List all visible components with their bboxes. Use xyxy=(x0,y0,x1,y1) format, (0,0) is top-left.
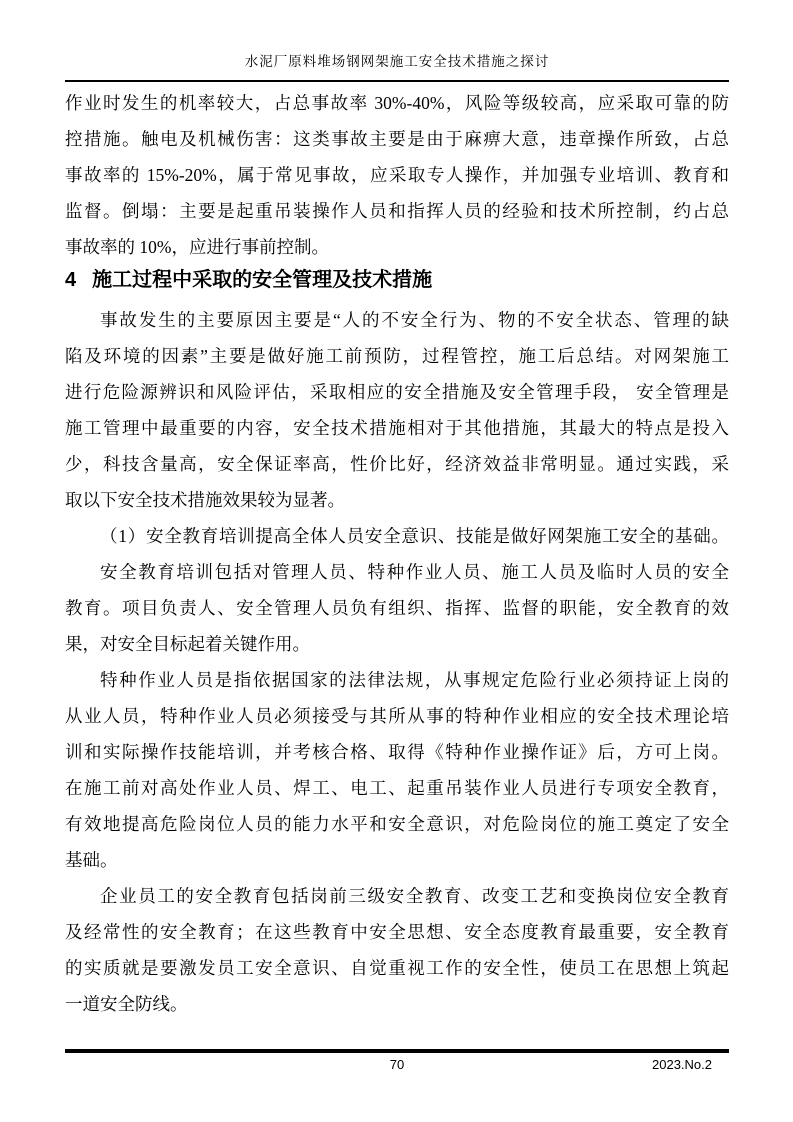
page-number: 70 xyxy=(389,1057,405,1072)
text-line: 基础。 xyxy=(65,850,118,870)
text-line: 特种作业人员是指依据国家的法律法规，从事规定危险行业必须持证上岗的 xyxy=(100,670,729,690)
text-line: 进行危险源辨识和风险评估，采取相应的安全措施及安全管理手段， 安全管理是 xyxy=(65,382,729,402)
paragraph xyxy=(65,302,729,518)
text-line: 的实质就是要激发员工安全意识、自觉重视工作的安全性，使员工在思想上筑起 xyxy=(65,958,729,978)
paragraph xyxy=(65,85,729,265)
text-line: 及经常性的安全教育；在这些教育中安全思想、安全态度教育最重要，安全教育 xyxy=(65,922,729,942)
text-line: 事故率的 10%，应进行事前控制。 xyxy=(65,237,329,257)
text-line: 从业人员，特种作业人员必须接受与其所从事的特种作业相应的安全技术理论培 xyxy=(65,706,729,726)
text-line: 作业时发生的机率较大，占总事故率 30%-40%，风险等级较高，应采取可靠的防 xyxy=(65,93,729,113)
issue-label: 2023.No.2 xyxy=(652,1057,712,1072)
text-line: 事故率的 15%-20%，属于常见事故，应采取专人操作，并加强专业培训、教育和 xyxy=(65,165,729,185)
document-body xyxy=(65,85,729,1022)
paragraph xyxy=(65,662,729,878)
text-line: 取以下安全技术措施效果较为显著。 xyxy=(65,490,345,510)
section-number: 4 xyxy=(65,269,77,291)
paragraph xyxy=(65,554,729,662)
text-line: 果，对安全目标起着关键作用。 xyxy=(65,634,310,654)
running-head-title: 水泥厂原料堆场钢网架施工安全技术措施之探讨 xyxy=(244,54,550,69)
text-line: 企业员工的安全教育包括岗前三级安全教育、改变工艺和变换岗位安全教育 xyxy=(100,886,729,906)
text-line: 在施工前对高处作业人员、焊工、电工、起重吊装作业人员进行专项安全教育， xyxy=(65,778,729,798)
text-line: 事故发生的主要原因主要是“人的不安全行为、物的不安全状态、管理的缺 xyxy=(100,310,729,330)
section-heading xyxy=(65,265,729,295)
text-line: 训和实际操作技能培训，并考核合格、取得《特种作业操作证》后，方可上岗。 xyxy=(65,742,729,762)
page-header xyxy=(65,52,729,82)
text-line: 教育。项目负责人、安全管理人员负有组织、指挥、监督的职能，安全教育的效 xyxy=(65,598,729,618)
text-line: 监督。倒塌：主要是起重吊装操作人员和指挥人员的经验和技术所控制，约占总 xyxy=(65,201,729,221)
text-line: 有效地提高危险岗位人员的能力水平和安全意识，对危险岗位的施工奠定了安全 xyxy=(65,814,729,834)
footer-rule xyxy=(65,1049,729,1053)
section-title: 施工过程中采取的安全管理及技术措施 xyxy=(92,269,433,291)
paragraph xyxy=(65,518,729,554)
text-line: 陷及环境的因素”主要是做好施工前预防，过程管控，施工后总结。对网架施工 xyxy=(65,346,729,366)
footer-row xyxy=(65,1056,729,1073)
text-line: （1）安全教育培训提高全体人员安全意识、技能是做好网架施工安全的基础。 xyxy=(100,526,729,546)
paragraph xyxy=(65,878,729,1022)
text-line: 施工管理中最重要的内容，安全技术措施相对于其他措施，其最大的特点是投入 xyxy=(65,418,729,438)
page-footer xyxy=(65,1049,729,1073)
text-line: 安全教育培训包括对管理人员、特种作业人员、施工人员及临时人员的安全 xyxy=(100,562,729,582)
text-line: 一道安全防线。 xyxy=(65,994,188,1014)
text-line: 少，科技含量高，安全保证率高，性价比好，经济效益非常明显。通过实践，采 xyxy=(65,454,729,474)
text-line: 控措施。触电及机械伤害：这类事故主要是由于麻痹大意，违章操作所致，占总 xyxy=(65,129,729,149)
